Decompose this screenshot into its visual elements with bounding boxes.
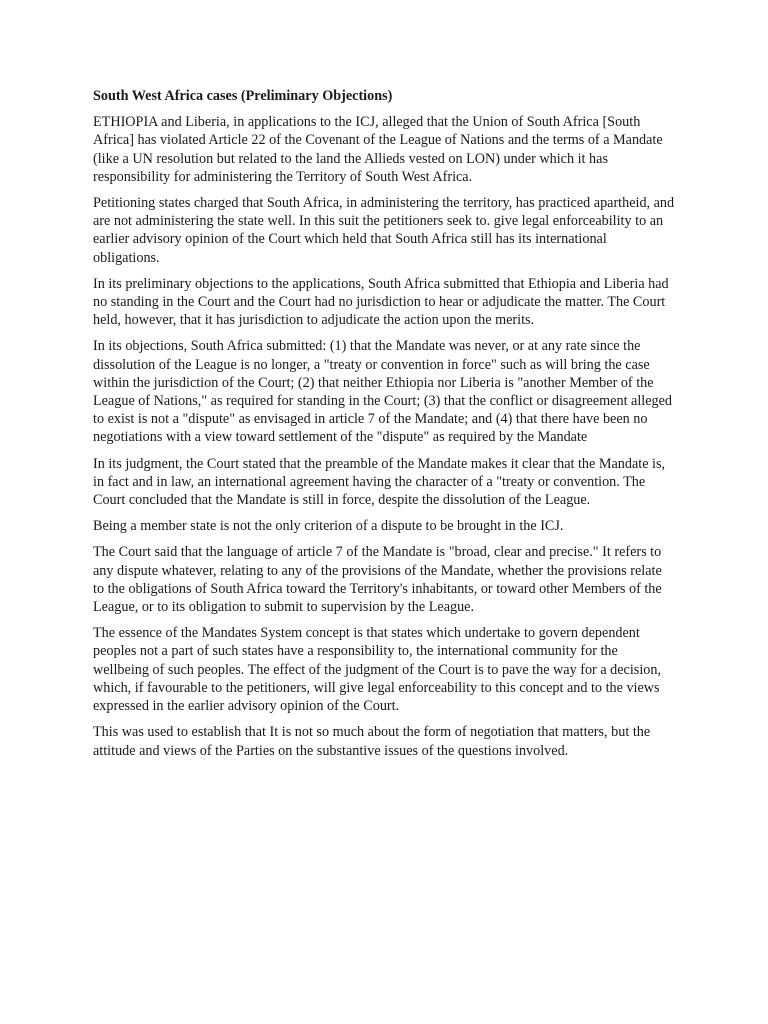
document-page (93, 87, 676, 768)
paragraph-south-africa-objections: In its objections, South Africa submitted: (1) that the Mandate was never, or at any rate since the dissolution of the League is no longer, a "treaty or convention in force" such as will bring the case within the jurisdiction of the Court; (2) that neither Ethiopia nor Liberia is "another Member of the League of Nations," as required for standing in the Court; (3) that the conflict or disagreement alleged to exist is not a "dispute" as envisaged in article 7 of the Mandate; and (4) that there have been no negotiations with a view toward settlement of the "dispute" as required by the Mandate (93, 338, 673, 446)
paragraph-article-7: The Court said that the language of article 7 of the Mandate is "broad, clear and precise." It refers to any dispute whatever, relating to any of the provisions of the Mandate, whether the provisions relate to the obligations of South Africa toward the Territory's inhabitants, or toward other Members of the League, or to its obligation to submit to supervision by the League. (93, 544, 662, 616)
paragraph-judgment: In its judgment, the Court stated that the preamble of the Mandate makes it clear that the Mandate is, in fact and in law, an international agreement having the character of a "treaty or convention. The Court concluded that the Mandate is still in force, despite the dissolution of the League. (93, 455, 666, 509)
paragraph-preliminary-objections: In its preliminary objections to the applications, South Africa submitted that Ethiopia and Liberia had no standing in the Court and the Court had no jurisdiction to hear or adjudicate the matter. The Court held, however, that it has jurisdiction to adjudicate the action upon the merits. (93, 275, 669, 329)
paragraph-applications: ETHIOPIA and Liberia, in applications to the ICJ, alleged that the Union of South Africa [South Africa] has violated Article 22 of the Covenant of the League of Nations and the terms of a Mandate (like a UN resolution but related to the land the Allieds vested on LON) under which it has responsibility for administering the Territory of South West Africa. (93, 114, 663, 185)
paragraph-member-state: Being a member state is not the only criterion of a dispute to be brought in the ICJ. (93, 518, 564, 535)
paragraph-conclusion: This was used to establish that It is not so much about the form of negotiation that matters, but the attitude and views of the Parties on the substantive issues of the questions involved. (93, 724, 651, 759)
paragraph-mandates-system: The essence of the Mandates System concept is that states which undertake to govern dependent peoples not a part of such states have a responsibility to, the international community for the wellbeing of such peoples. The effect of the judgment of the Court is to pave the way for a decision, which, if favourable to the petitioners, will give legal enforceability to this concept and to the views expressed in the earlier advisory opinion of the Court. (93, 625, 661, 715)
document-title: South West Africa cases (Preliminary Objections) (93, 88, 393, 104)
paragraph-petitioning-states: Petitioning states charged that South Africa, in administering the territory, has practiced apartheid, and are not administering the state well. In this suit the petitioners seek to. give legal enforceability to an earlier advisory opinion of the Court which held that South Africa still has its international obligations. (93, 195, 675, 266)
